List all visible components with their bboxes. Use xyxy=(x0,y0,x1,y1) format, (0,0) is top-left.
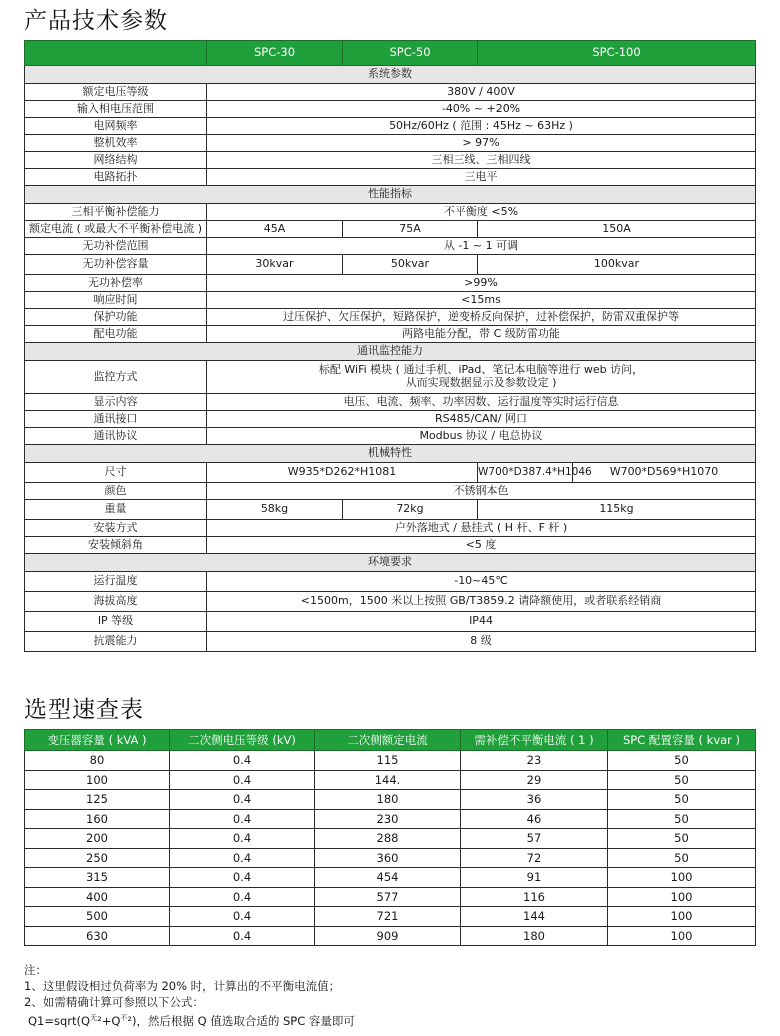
header-unbalance-current: 需补偿不平衡电流 ( 1 ) xyxy=(461,730,608,751)
row-value: RS485/CAN/ 网口 xyxy=(207,411,756,428)
model-spc30: SPC-30 xyxy=(207,41,343,66)
header-secondary-current: 二次侧额定电流 xyxy=(315,730,461,751)
page-title: 产品技术参数 xyxy=(24,8,168,34)
cell: 50 xyxy=(608,809,756,829)
row-label: 电网频率 xyxy=(25,118,207,135)
row-value: >99% xyxy=(207,275,756,292)
cell: 0.4 xyxy=(170,848,315,868)
row-label: 网络结构 xyxy=(25,152,207,169)
cell: 23 xyxy=(461,751,608,771)
row-value xyxy=(207,361,756,394)
formula-sub: 无 xyxy=(90,1014,98,1022)
cell: 50 xyxy=(608,751,756,771)
row-label: 通讯接口 xyxy=(25,411,207,428)
cell: 400 xyxy=(25,887,170,907)
table-row xyxy=(25,770,756,790)
row-value: 电压、电流、频率、功率因数、运行温度等实时运行信息 xyxy=(207,394,756,411)
row-label: 通讯协议 xyxy=(25,428,207,445)
spec-table xyxy=(24,40,756,652)
cell: 50 xyxy=(608,829,756,849)
table-row xyxy=(25,829,756,849)
section-title-selection: 选型速查表 xyxy=(24,697,144,723)
row-label: 监控方式 xyxy=(25,361,207,394)
cell: 144. xyxy=(315,770,461,790)
cell: 230 xyxy=(315,809,461,829)
cell: 50 xyxy=(608,790,756,810)
cell: 577 xyxy=(315,887,461,907)
row-label: 安装倾斜角 xyxy=(25,537,207,554)
cell: 46 xyxy=(461,809,608,829)
cell: 72 xyxy=(461,848,608,868)
row-label: 响应时间 xyxy=(25,292,207,309)
cell: 315 xyxy=(25,868,170,888)
formula-sub: 不 xyxy=(120,1014,128,1022)
table-row xyxy=(25,809,756,829)
table-row xyxy=(25,790,756,810)
selection-table xyxy=(24,729,756,946)
section-environment: 环境要求 xyxy=(25,554,756,572)
row-value: -10~45℃ xyxy=(207,572,756,592)
row-label: 额定电压等级 xyxy=(25,84,207,101)
cell: 0.4 xyxy=(170,887,315,907)
monitor-line-2: 从而实现数据显示及参数设定 ) xyxy=(405,376,557,389)
row-value-spc30: 58kg xyxy=(207,500,343,520)
row-value-spc30: 45A xyxy=(207,221,343,238)
row-label: 尺寸 xyxy=(25,463,207,483)
header-transformer-capacity: 变压器容量 ( kVA ) xyxy=(25,730,170,751)
table-row xyxy=(25,907,756,927)
row-value: 380V / 400V xyxy=(207,84,756,101)
cell: 91 xyxy=(461,868,608,888)
row-value-spc50: 50kvar xyxy=(343,255,478,275)
row-value: -40% ~ +20% xyxy=(207,101,756,118)
row-value: 三电平 xyxy=(207,169,756,186)
section-communication: 通讯监控能力 xyxy=(25,343,756,361)
cell: 29 xyxy=(461,770,608,790)
cell: 0.4 xyxy=(170,809,315,829)
note-2: 2、如需精确计算可参照以下公式： xyxy=(24,995,204,1009)
formula-part: ²)，然后根据 Q 值选取合适的 SPC 容量即可 xyxy=(127,1013,355,1028)
cell: 454 xyxy=(315,868,461,888)
cell: 50 xyxy=(608,848,756,868)
row-label: 三相平衡补偿能力 xyxy=(25,204,207,221)
row-value-spc100: 115kg xyxy=(478,500,756,520)
row-label: 运行温度 xyxy=(25,572,207,592)
cell: 0.4 xyxy=(170,926,315,946)
model-spc50: SPC-50 xyxy=(343,41,478,66)
spec-header-blank xyxy=(25,41,207,66)
section-performance: 性能指标 xyxy=(25,186,756,204)
section-mechanical: 机械特性 xyxy=(25,445,756,463)
header-spc-capacity: SPC 配置容量 ( kvar ) xyxy=(608,730,756,751)
model-spc100: SPC-100 xyxy=(478,41,756,66)
row-value: 从 -1 ~ 1 可调 xyxy=(207,238,756,255)
cell: 0.4 xyxy=(170,829,315,849)
cell: 80 xyxy=(25,751,170,771)
row-value: 户外落地式 / 悬挂式 ( H 杆、F 杆 ) xyxy=(207,520,756,537)
row-value: 三相三线、三相四线 xyxy=(207,152,756,169)
cell: 100 xyxy=(608,907,756,927)
row-label: 额定电流 ( 或最大不平衡补偿电流 ) xyxy=(25,221,207,238)
row-value: <15ms xyxy=(207,292,756,309)
row-value-spc100: 100kvar xyxy=(478,255,756,275)
cell: 100 xyxy=(608,926,756,946)
notes-heading: 注： xyxy=(24,963,47,977)
row-label: IP 等级 xyxy=(25,612,207,632)
row-label: 重量 xyxy=(25,500,207,520)
row-label: 整机效率 xyxy=(25,135,207,152)
row-value-spc50: W700*D387.4*H1046 xyxy=(478,463,573,483)
cell: 0.4 xyxy=(170,790,315,810)
row-label: 电路拓扑 xyxy=(25,169,207,186)
row-value: Modbus 协议 / 电总协议 xyxy=(207,428,756,445)
cell: 125 xyxy=(25,790,170,810)
row-value: 不锈钢本色 xyxy=(207,483,756,500)
note-formula xyxy=(24,1010,355,1029)
row-value: 不平衡度 <5% xyxy=(207,204,756,221)
header-secondary-voltage: 二次侧电压等级 (kV) xyxy=(170,730,315,751)
row-label: 海拔高度 xyxy=(25,592,207,612)
formula-part: Q1=sqrt(Q xyxy=(28,1013,91,1028)
row-label: 颜色 xyxy=(25,483,207,500)
spec-header-row xyxy=(25,41,756,66)
cell: 115 xyxy=(315,751,461,771)
table-row xyxy=(25,926,756,946)
selection-header-row xyxy=(25,730,756,751)
row-label: 输入相电压范围 xyxy=(25,101,207,118)
row-value: 过压保护、欠压保护，短路保护，逆变桥反向保护，过补偿保护，防雷双重保护等 xyxy=(207,309,756,326)
row-label: 抗震能力 xyxy=(25,632,207,652)
cell: 630 xyxy=(25,926,170,946)
cell: 36 xyxy=(461,790,608,810)
cell: 116 xyxy=(461,887,608,907)
notes xyxy=(24,962,355,1029)
row-label: 保护功能 xyxy=(25,309,207,326)
row-value-spc100: 150A xyxy=(478,221,756,238)
cell: 909 xyxy=(315,926,461,946)
monitor-line-1: 标配 WiFi 模块 ( 通过手机、iPad、笔记本电脑等进行 web 访问， xyxy=(318,363,644,377)
row-value: > 97% xyxy=(207,135,756,152)
row-value: 两路电能分配，带 C 级防雷功能 xyxy=(207,326,756,343)
row-label: 配电功能 xyxy=(25,326,207,343)
cell: 100 xyxy=(608,887,756,907)
cell: 721 xyxy=(315,907,461,927)
section-system: 系统参数 xyxy=(25,66,756,84)
cell: 100 xyxy=(25,770,170,790)
cell: 360 xyxy=(315,848,461,868)
table-row xyxy=(25,751,756,771)
row-value-spc50: 75A xyxy=(343,221,478,238)
cell: 180 xyxy=(315,790,461,810)
row-value: 8 级 xyxy=(207,632,756,652)
cell: 250 xyxy=(25,848,170,868)
cell: 100 xyxy=(608,868,756,888)
row-label: 无功补偿容量 xyxy=(25,255,207,275)
row-label: 无功补偿率 xyxy=(25,275,207,292)
row-value-spc30: W935*D262*H1081 xyxy=(207,463,478,483)
cell: 0.4 xyxy=(170,770,315,790)
row-value: <1500m，1500 米以上按照 GB/T3859.2 请降额使用，或者联系经销商 xyxy=(207,592,756,612)
cell: 0.4 xyxy=(170,868,315,888)
row-label: 安装方式 xyxy=(25,520,207,537)
row-label: 无功补偿范围 xyxy=(25,238,207,255)
formula-part: ²+Q xyxy=(97,1013,121,1028)
row-value-spc50: 72kg xyxy=(343,500,478,520)
cell: 288 xyxy=(315,829,461,849)
cell: 200 xyxy=(25,829,170,849)
cell: 500 xyxy=(25,907,170,927)
table-row xyxy=(25,887,756,907)
table-row xyxy=(25,868,756,888)
note-1: 1、这里假设相过负荷率为 20% 时，计算出的不平衡电流值； xyxy=(24,979,341,993)
cell: 180 xyxy=(461,926,608,946)
table-row xyxy=(25,848,756,868)
cell: 160 xyxy=(25,809,170,829)
cell: 57 xyxy=(461,829,608,849)
cell: 0.4 xyxy=(170,751,315,771)
cell: 50 xyxy=(608,770,756,790)
row-value-spc100: W700*D569*H1070 xyxy=(573,463,756,483)
row-value: <5 度 xyxy=(207,537,756,554)
cell: 0.4 xyxy=(170,907,315,927)
row-value: 50Hz/60Hz ( 范围 : 45Hz ~ 63Hz ) xyxy=(207,118,756,135)
row-label: 显示内容 xyxy=(25,394,207,411)
cell: 144 xyxy=(461,907,608,927)
row-value-spc30: 30kvar xyxy=(207,255,343,275)
row-value: IP44 xyxy=(207,612,756,632)
